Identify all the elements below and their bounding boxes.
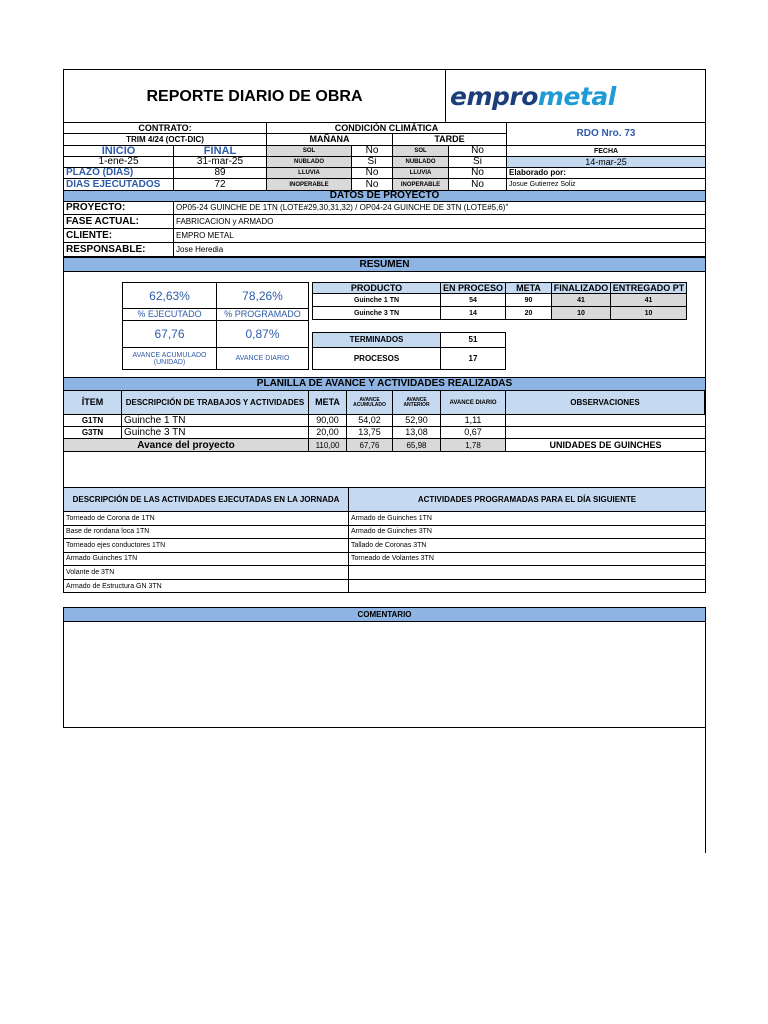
logo-text-empro: empro xyxy=(450,81,538,111)
terminados-label: TERMINADOS xyxy=(312,332,441,348)
climate-morning-value: Si xyxy=(352,157,393,168)
product-table-header: EN PROCESO xyxy=(440,282,506,294)
avance-acumulado-label: AVANCE ACUMULADO (UNIDAD) xyxy=(122,347,217,370)
ejecutado-label: % EJECUTADO xyxy=(122,308,217,321)
report-title: REPORTE DIARIO DE OBRA xyxy=(146,87,363,105)
product-table-header: PRODUCTO xyxy=(312,282,441,294)
executed-activity-item: Armado de Estructura GN 3TN xyxy=(64,580,349,594)
project-field-value: Jose Heredia xyxy=(174,243,705,257)
progress-header-diario: AVANCE DIARIO xyxy=(441,391,506,415)
comment-text[interactable] xyxy=(64,622,705,728)
comment-block xyxy=(63,607,706,728)
project-progress-acum: 67,76 xyxy=(347,439,393,452)
avance-acumulado-value: 67,76 xyxy=(122,320,217,348)
project-progress-label: Avance del proyecto xyxy=(64,439,309,452)
report-header xyxy=(63,69,706,122)
product-table-cell: 90 xyxy=(505,293,552,307)
project-data xyxy=(63,201,706,257)
product-table-header: META xyxy=(505,282,552,294)
progress-obs-cell xyxy=(506,415,705,427)
progress-cell-acum: 13,75 xyxy=(347,427,393,439)
progress-cell-anterior: 13,08 xyxy=(393,427,441,439)
project-field-label: FASE ACTUAL: xyxy=(64,215,174,229)
project-field-label: RESPONSABLE: xyxy=(64,243,174,257)
progress-header-item: ÍTEM xyxy=(64,391,122,415)
progress-cell-diario: 0,67 xyxy=(441,427,506,439)
elaborado-value: Josue Gutierrez Soliz xyxy=(507,179,705,191)
planned-activity-item xyxy=(349,566,705,580)
product-table-cell: 10 xyxy=(551,306,611,320)
progress-header-obs: OBSERVACIONES xyxy=(506,391,705,415)
progress-block xyxy=(63,377,706,451)
planned-activity-item: Armado de Guinches 3TN xyxy=(349,526,705,540)
climate-condition-morning: NUBLADO xyxy=(267,157,352,168)
right-border-line xyxy=(705,728,706,853)
right-border-tail xyxy=(63,728,706,853)
climate-afternoon-value: Si xyxy=(449,157,507,168)
planned-activity-item: Tallado de Coronas 3TN xyxy=(349,539,705,553)
product-table-cell: 14 xyxy=(440,306,506,320)
project-field-value: EMPRO METAL xyxy=(174,229,705,243)
executed-activities-title: DESCRIPCIÓN DE LAS ACTIVIDADES EJECUTADAS EN LA JORNADA xyxy=(64,488,349,512)
climate-afternoon-label: TARDE xyxy=(393,134,507,146)
section-gap xyxy=(63,593,706,607)
project-section-title: DATOS DE PROYECTO xyxy=(64,191,705,202)
comment-title: COMENTARIO xyxy=(64,608,705,622)
climate-morning-label: MAÑANA xyxy=(267,134,393,146)
inicio-date: 1-ene-25 xyxy=(64,157,174,168)
climate-title: CONDICIÓN CLIMÁTICA xyxy=(267,123,507,134)
terminados-value: 51 xyxy=(440,332,506,348)
climate-condition-afternoon: NUBLADO xyxy=(393,157,449,168)
rdo-number: RDO Nro. 73 xyxy=(507,123,705,146)
contract-value: TRIM 4/24 (OCT-DIC) xyxy=(64,134,267,146)
planned-activity-item: Torneado de Volantes 3TN xyxy=(349,553,705,567)
climate-morning-value: No xyxy=(352,168,393,179)
plazo-value: 89 xyxy=(174,168,267,179)
climate-condition-afternoon: LLUVIA xyxy=(393,168,449,179)
executed-activity-item: Volante de 3TN xyxy=(64,566,349,580)
progress-cell-desc: Guinche 1 TN xyxy=(122,415,309,427)
product-table-cell: 20 xyxy=(505,306,552,320)
project-field-label: PROYECTO: xyxy=(64,201,174,215)
inicio-label: INICIO xyxy=(64,146,174,157)
planned-activities-title: ACTIVIDADES PROGRAMADAS PARA EL DÍA SIGUIENTE xyxy=(349,488,705,512)
final-label: FINAL xyxy=(174,146,267,157)
executed-activity-item: Torneado de Corona de 1TN xyxy=(64,512,349,526)
ejecutados-value: 72 xyxy=(174,179,267,191)
avance-diario-value: 0,87% xyxy=(216,320,309,348)
plazo-label: PLAZO (DÍAS) xyxy=(64,168,174,179)
logo-text-metal: metal xyxy=(537,81,616,111)
progress-section-title: PLANILLA DE AVANCE Y ACTIVIDADES REALIZADAS xyxy=(64,378,705,391)
climate-condition-morning: INOPERABLE xyxy=(267,179,352,191)
product-table-cell: 10 xyxy=(610,306,687,320)
project-progress-anterior: 65,98 xyxy=(393,439,441,452)
procesos-label: PROCESOS xyxy=(312,347,441,370)
progress-cell-desc: Guinche 3 TN xyxy=(122,427,309,439)
executed-activity-item: Torneado ejes conductores 1TN xyxy=(64,539,349,553)
climate-afternoon-value: No xyxy=(449,146,507,157)
climate-condition-morning: LLUVIA xyxy=(267,168,352,179)
fecha-value: 14-mar-25 xyxy=(507,157,705,168)
executed-activity-item: Armado Guinches 1TN xyxy=(64,553,349,567)
ejecutados-label: DÍAS EJECUTADOS xyxy=(64,179,174,191)
progress-obs-cell xyxy=(506,427,705,439)
executed-activity-item: Base de rondana loca 1TN xyxy=(64,526,349,540)
product-table-header: FINALIZADO xyxy=(551,282,611,294)
progress-cell-item: G1TN xyxy=(64,415,122,427)
contract-climate-block xyxy=(63,122,706,201)
project-field-value: OP05-24 GUINCHE DE 1TN (LOTE#29,30,31,32) / OP04-24 GUINCHE DE 3TN (LOTE#5,6)" xyxy=(174,201,705,215)
fecha-label: FECHA xyxy=(507,146,705,157)
product-table-cell: 54 xyxy=(440,293,506,307)
climate-condition-afternoon: SOL xyxy=(393,146,449,157)
daily-report-sheet xyxy=(63,69,706,853)
summary-section-title: RESUMEN xyxy=(64,258,705,272)
spacer-row xyxy=(63,451,706,487)
programado-value: 78,26% xyxy=(216,282,309,309)
header-divider xyxy=(445,70,446,123)
product-table-header: ENTREGADO PT xyxy=(610,282,687,294)
activities-block xyxy=(63,487,706,593)
progress-header-meta: META xyxy=(309,391,347,415)
procesos-value: 17 xyxy=(440,347,506,370)
ejecutado-value: 62,63% xyxy=(122,282,217,309)
progress-header-acum: AVANCE ACUMULADO xyxy=(347,391,393,415)
product-table-cell: 41 xyxy=(610,293,687,307)
progress-header-anterior: AVANCE ANTERIOR xyxy=(393,391,441,415)
climate-condition-afternoon: INOPERABLE xyxy=(393,179,449,191)
project-field-value: FABRICACION y ARMADO xyxy=(174,215,705,229)
summary-block xyxy=(63,257,706,377)
project-progress-meta: 110,00 xyxy=(309,439,347,452)
empro-metal-logo xyxy=(450,79,700,113)
product-table-cell: Guinche 1 TN xyxy=(312,293,441,307)
climate-afternoon-value: No xyxy=(449,168,507,179)
progress-cell-acum: 54,02 xyxy=(347,415,393,427)
progress-cell-diario: 1,11 xyxy=(441,415,506,427)
progress-cell-meta: 90,00 xyxy=(309,415,347,427)
avance-diario-label: AVANCE DIARIO xyxy=(216,347,309,370)
progress-cell-anterior: 52,90 xyxy=(393,415,441,427)
climate-afternoon-value: No xyxy=(449,179,507,191)
product-table-cell: 41 xyxy=(551,293,611,307)
project-progress-diario: 1,78 xyxy=(441,439,506,452)
project-field-label: CLIENTE: xyxy=(64,229,174,243)
final-date: 31-mar-25 xyxy=(174,157,267,168)
product-table-cell: Guinche 3 TN xyxy=(312,306,441,320)
elaborado-label: Elaborado por: xyxy=(507,168,705,179)
contract-label: CONTRATO: xyxy=(64,123,267,134)
progress-cell-item: G3TN xyxy=(64,427,122,439)
planned-activity-item xyxy=(349,580,705,594)
progress-cell-meta: 20,00 xyxy=(309,427,347,439)
planned-activity-item: Armado de Guinches 1TN xyxy=(349,512,705,526)
climate-condition-morning: SOL xyxy=(267,146,352,157)
climate-morning-value: No xyxy=(352,146,393,157)
progress-header-desc: DESCRIPCIÓN DE TRABAJOS Y ACTIVIDADES xyxy=(122,391,309,415)
climate-morning-value: No xyxy=(352,179,393,191)
project-progress-obs: UNIDADES DE GUINCHES xyxy=(549,440,662,450)
programado-label: % PROGRAMADO xyxy=(216,308,309,321)
